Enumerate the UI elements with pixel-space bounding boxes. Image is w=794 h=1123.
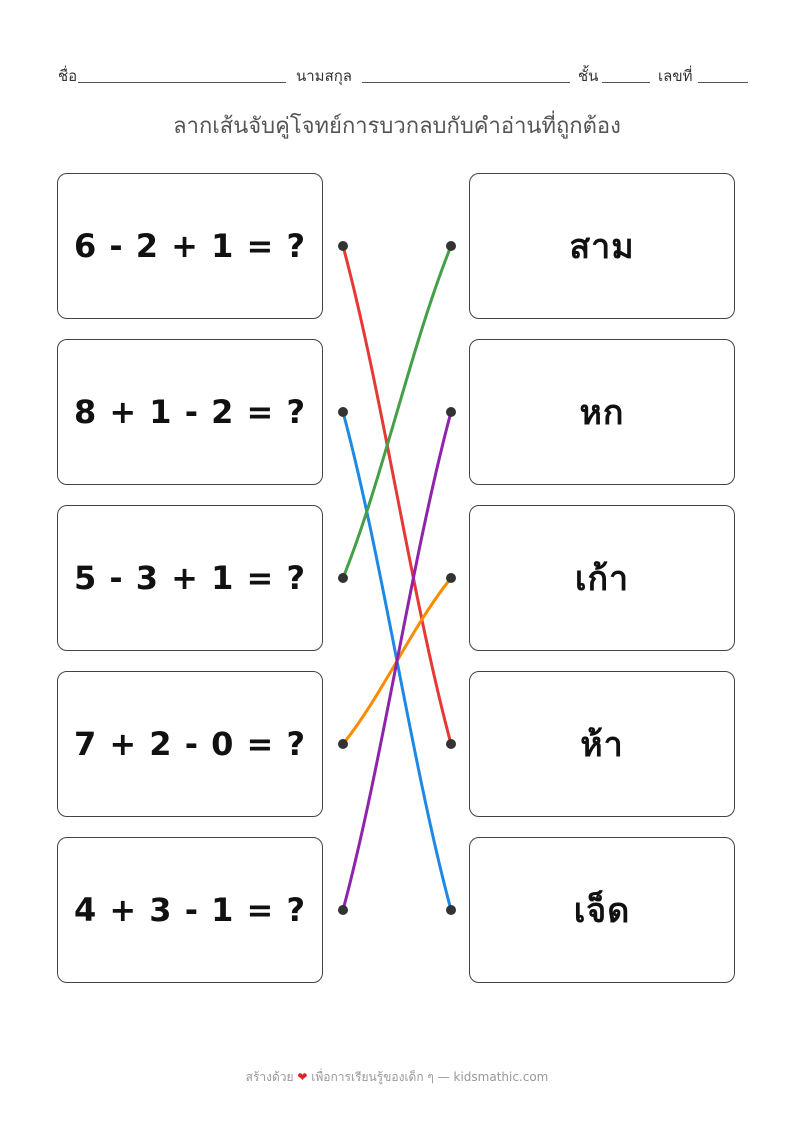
footer bbox=[0, 1068, 794, 1087]
right-connector-dot-3[interactable] bbox=[446, 573, 456, 583]
thai-number-word: หก bbox=[579, 393, 625, 433]
thai-number-word: สาม bbox=[569, 227, 635, 267]
math-problem-text: 7 + 2 - 0 = ? bbox=[73, 725, 307, 763]
class-label: ชั้น bbox=[578, 67, 599, 85]
math-problem-text: 4 + 3 - 1 = ? bbox=[73, 891, 307, 929]
left-connector-dot-2[interactable] bbox=[338, 407, 348, 417]
name-label: ชื่อ bbox=[58, 67, 78, 85]
footer-prefix: สร้างด้วย bbox=[245, 1070, 294, 1084]
connection-line-5[interactable] bbox=[343, 412, 451, 910]
right-connector-dot-1[interactable] bbox=[446, 241, 456, 251]
left-connector-dot-1[interactable] bbox=[338, 241, 348, 251]
right-connector-dot-5[interactable] bbox=[446, 905, 456, 915]
thai-number-word: เก้า bbox=[574, 559, 630, 599]
thai-number-word: ห้า bbox=[580, 725, 624, 765]
right-connector-dot-4[interactable] bbox=[446, 739, 456, 749]
heart-icon: ❤ bbox=[297, 1070, 308, 1084]
connection-line-3[interactable] bbox=[343, 246, 451, 578]
math-problem-text: 5 - 3 + 1 = ? bbox=[73, 559, 307, 597]
footer-suffix: เพื่อการเรียนรู้ของเด็ก ๆ — kidsmathic.com bbox=[311, 1070, 549, 1084]
right-connector-dot-2[interactable] bbox=[446, 407, 456, 417]
left-connector-dot-3[interactable] bbox=[338, 573, 348, 583]
left-connector-dot-4[interactable] bbox=[338, 739, 348, 749]
math-problem-text: 8 + 1 - 2 = ? bbox=[73, 393, 307, 431]
number-label: เลขที่ bbox=[658, 67, 693, 85]
thai-number-word: เจ็ด bbox=[573, 891, 631, 931]
connection-line-1[interactable] bbox=[343, 246, 451, 744]
math-problem-text: 6 - 2 + 1 = ? bbox=[73, 227, 307, 265]
left-connector-dot-5[interactable] bbox=[338, 905, 348, 915]
page-title: ลากเส้นจับคู่โจทย์การบวกลบกับคำอ่านที่ถูกต้อง bbox=[173, 114, 621, 139]
surname-label: นามสกุล bbox=[296, 67, 352, 85]
